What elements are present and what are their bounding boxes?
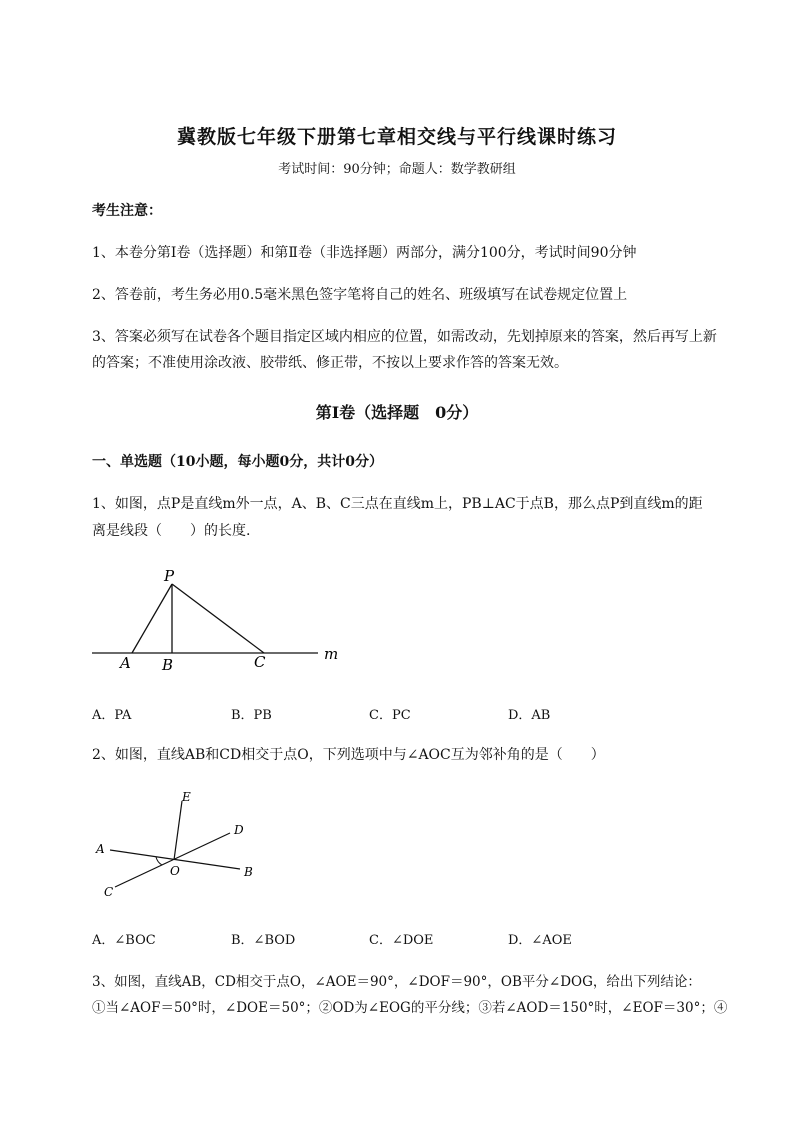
- label-a: A: [120, 654, 131, 672]
- label-b: B: [162, 656, 174, 674]
- segment-pc: [172, 584, 264, 653]
- label-e: E: [182, 790, 191, 804]
- angle-aoc-arc: [156, 857, 162, 865]
- label-c: C: [104, 885, 114, 899]
- label-o: O: [170, 864, 180, 878]
- question-2-option-a: A．∠BOC: [92, 933, 156, 948]
- question-2-option-c: C．∠DOE: [369, 933, 434, 948]
- ray-oe: [174, 801, 182, 860]
- question-2-option-d: D．∠AOE: [508, 933, 572, 948]
- part-title: 一、单选题（10小题，每小题0分，共计0分）: [92, 454, 383, 470]
- label-a: A: [96, 842, 105, 856]
- notice-item: 1、本卷分第Ⅰ卷（选择题）和第Ⅱ卷（非选择题）两部分，满分100分，考试时间90分钟: [92, 245, 637, 261]
- question-2-figure: [90, 784, 270, 904]
- question-3-text-cont: ①当∠AOF＝50°时，∠DOE＝50°；②OD为∠EOG的平分线；③若∠AOD＝150°时，∠EOF＝30°；④: [92, 1000, 728, 1016]
- label-p: P: [164, 567, 175, 585]
- exam-info: 考试时间：90分钟；命题人：数学教研组: [278, 162, 516, 177]
- segment-pa: [132, 584, 172, 653]
- question-2-text: 2、如图，直线AB和CD相交于点O，下列选项中与∠AOC互为邻补角的是（ ）: [92, 747, 605, 763]
- notice-item: 的答案；不准使用涂改液、胶带纸、修正带，不按以上要求作答的答案无效。: [92, 355, 568, 371]
- question-1-text: 1、如图，点P是直线m外一点，A、B、C三点在直线m上，PB⊥AC于点B，那么点P到直线m的距: [92, 496, 703, 512]
- label-b: B: [244, 865, 253, 879]
- label-m: m: [324, 645, 339, 663]
- line-cd: [115, 833, 230, 887]
- page-title: 冀教版七年级下册第七章相交线与平行线课时练习: [176, 126, 617, 148]
- question-1-text-cont: 离是线段（ ）的长度.: [92, 523, 251, 539]
- question-1-option-a: A．PA: [92, 708, 132, 723]
- question-1-option-d: D．AB: [508, 708, 551, 723]
- section-title: 第Ⅰ卷（选择题 0分）: [315, 403, 479, 422]
- notice-item: 3、答案必须写在试卷各个题目指定区域内相应的位置，如需改动，先划掉原来的答案，然后再写上新: [92, 329, 717, 345]
- question-1-option-c: C．PC: [369, 708, 411, 723]
- notice-heading: 考生注意：: [92, 203, 162, 219]
- label-d: D: [234, 823, 244, 837]
- label-c: C: [254, 653, 266, 671]
- question-1-option-b: B．PB: [231, 708, 272, 723]
- question-1-figure: [88, 560, 358, 680]
- notice-item: 2、答卷前，考生务必用0.5毫米黑色签字笔将自己的姓名、班级填写在试卷规定位置上: [92, 287, 628, 303]
- question-2-option-b: B．∠BOD: [231, 933, 296, 948]
- question-3-text: 3、如图，直线AB，CD相交于点O，∠AOE＝90°，∠DOF＝90°，OB平分∠DOG，给出下列结论：: [92, 974, 701, 990]
